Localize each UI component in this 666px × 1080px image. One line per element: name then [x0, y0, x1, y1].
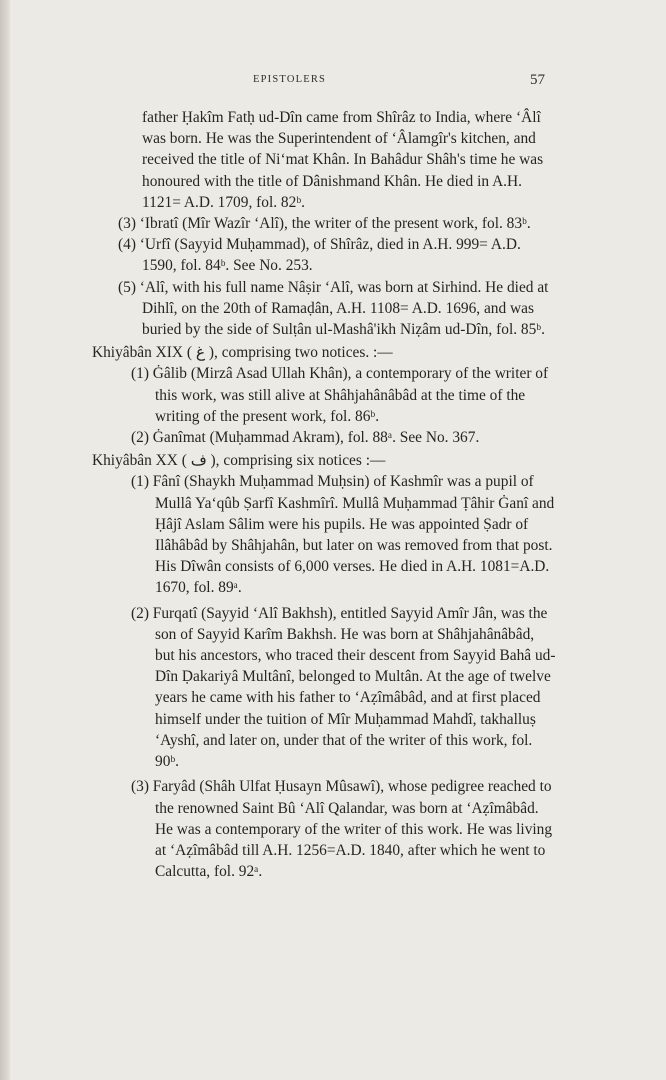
- page-number: 57: [530, 72, 545, 88]
- khiyaban-xx-item-3: (3) Faryâd (Shâh Ulfat Ḥusayn Mûsawî), whose pedigree reached to the renowned Saint Bû ‘Alî Qalandar, was born at ‘Aẓîmâbâd. He was a contemporary of the writer of this work. He was living at ‘Aẓîmâbâd till A.H. 1256=A.D. 1840, after which he went to Calcutta, fol. 92ᵃ.: [131, 778, 553, 881]
- entry-5: (5) ‘Alî, with his full name Nâṣir ‘Alî, was born at Sirhind. He died at Dihlî, on the 20th of Ramaḍân, A.H. 1108= A.D. 1696, and was buried by the side of Sulṭân ul-Mashâ'ikh Niẓâm ud-Dîn, fol. 85ᵇ.: [118, 278, 549, 339]
- khiyaban-xx-item-2: (2) Furqatî (Sayyid ‘Alî Bakhsh), entitled Sayyid Amîr Jân, was the son of Sayyid Karîm Bakhsh. He was born at Shâhjahânâbâd, but his ancestors, who traced their descent from Sayyid Bahâ ud-Dîn Ḍakariyâ Multânî, belonged to Multân. At the age of twelve years he came with his father to ‘Aẓîmâbâd, and at first placed himself under the tuition of Mîr Muḥammad Mahdî, takhalluṣ ‘Ayshî, and later on, under that of the writer of this work, fol. 90ᵇ.: [131, 604, 556, 771]
- entry-3: (3) ‘Ibratî (Mîr Wazîr ‘Alî), the writer of the present work, fol. 83ᵇ.: [118, 215, 531, 233]
- page-body: [92, 107, 557, 882]
- continuation-paragraph: father Ḥakîm Fatḥ ud-Dîn came from Shîrâz to India, where ‘Âlî was born. He was the Superintendent of ‘Âlamgîr's kitchen, and received the title of Ni‘mat Khân. In Bahâdur Shâh's time he was honoured with the title of Dânishmand Khân. He died in A.H. 1121= A.D. 1709, fol. 82ᵇ.: [142, 109, 544, 211]
- khiyaban-xx-heading: Khiyâbân XX ( ف ), comprising six notices :—: [92, 452, 386, 470]
- khiyaban-xix-heading: Khiyâbân XIX ( غ ), comprising two notices. :—: [92, 344, 393, 362]
- page-header: [140, 72, 545, 94]
- khiyaban-xix-item-1: (1) Ġâlib (Mirzâ Asad Ullah Khân), a contemporary of the writer of this work, was still alive at Shâhjahânâbâd at the time of the writing of the present work, fol. 86ᵇ.: [131, 365, 549, 425]
- running-head: EPISTOLERS: [253, 74, 327, 85]
- page-spine-shadow: [0, 0, 10, 1080]
- entry-4: (4) ‘Urfî (Sayyid Muḥammad), of Shîrâz, died in A.H. 999= A.D. 1590, fol. 84ᵇ. See No. 253.: [118, 236, 521, 275]
- khiyaban-xix-item-2: (2) Ġanîmat (Muḥammad Akram), fol. 88ᵃ. See No. 367.: [131, 429, 480, 447]
- khiyaban-xx-item-1: (1) Fânî (Shaykh Muḥammad Muḥsin) of Kashmîr was a pupil of Mullâ Ya‘qûb Ṣarfî Kashmîrî. Mullâ Muḥammad Ṭâhir Ġanî and Ḥâjî Aslam Sâlim were his pupils. He was appointed Ṣadr of Ilâhâbâd by Shâhjahân, but later on was removed from that post. His Dîwân consists of 6,000 verses. He died in A.H. 1081=A.D. 1670, fol. 89ᵃ.: [131, 473, 555, 597]
